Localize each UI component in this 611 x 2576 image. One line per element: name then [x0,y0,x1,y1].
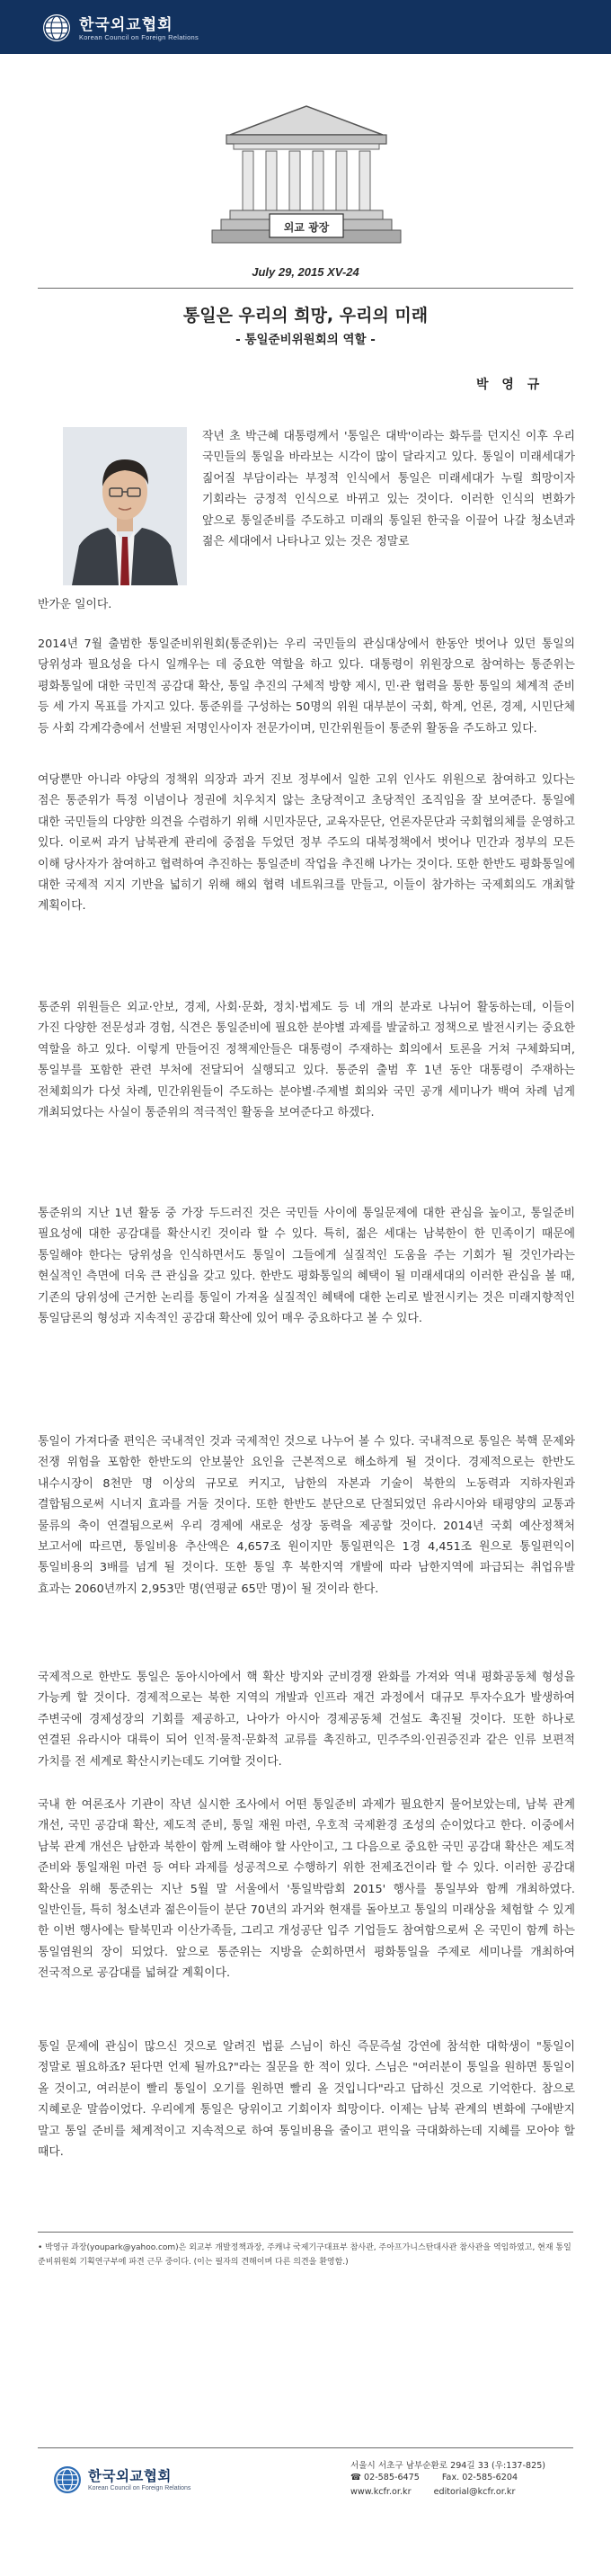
footer-website-link[interactable]: www.kcfr.or.kr [350,2487,412,2497]
author-name: 박 영 규 [476,378,545,392]
globe-logo-icon [43,14,70,41]
body-paragraph: 국제적으로 한반도 통일은 동아시아에서 핵 확산 방지와 군비경쟁 완화를 가져와 역내 평화공동체 형성을 가능케 할 것이다. 경제적으로는 북한 지역의 개발과 인프라 재건 과정에서 대규모 투자수요가 발생하여 주변국에 경제성장의 기회를 제공하고, 나아가 아시아 경제공동체 건설도 촉진될 것이다. 또한 하나로 연결된 유라시아 대륙이 되어 인적·물적·문화적 교류를 촉진하고, 민주주의·인권증진과 같은 인류 보편적 가치를 전 세계로 확산시키는데도 기여할 것이다. [38,1671,575,1769]
body-paragraph: 통일이 가져다줄 편익은 국내적인 것과 국제적인 것으로 나누어 볼 수 있다. 국내적으로 통일은 북핵 문제와 전쟁 위험을 포함한 한반도의 안보불안 요인을 근본적으로 해소하게 될 것이다. 경제적으로는 한반도 내수시장이 8천만 명 이상의 규모로 커지고, 남한의 자본과 기술이 북한의 노동력과 지하자원과 결합됨으로써 시너지 효과를 거둘 것이다. 또한 한반도 분단으로 단절되었던 유라시아와 태평양의 교통과 물류의 축이 연결됨으로써 우리 경제에 새로운 성장 동력을 제공할 것이다. 2014년 국회 예산정책처 보고서에 따르면, 통일비용 추산액은 4,657조 원이지만 통일편익은 1경 4,451조 원으로 통일편익이 통일비용의 3배를 넘게 될 것이다. 또한 통일 후 북한지역 개발에 따라 남한지역에 파급되는 취업유발 효과는 2060년까지 2,953만 명(연평균 65만 명)이 될 것이라 한다. [38,1435,575,1596]
article-title: 통일은 우리의 희망, 우리의 미래 [182,306,429,325]
body-paragraph: 통준위의 지난 1년 활동 중 가장 두드러진 것은 국민들 사이에 통일문제에 대한 관심을 높이고, 통일준비 필요성에 대한 공감대를 확산시킨 것이라 할 수 있다. 특히, 젊은 세대는 남북한이 한 민족이기 때문에 통일해야 한다는 당위성을 인식하면서도 통일이 그들에게 실질적인 도움을 주는 기회가 될 것인가라는 현실적인 측면에 더욱 큰 관심을 갖고 있다. 한반도 평화통일의 혜택이 될 미래세대의 이러한 관심을 볼 때, 기존의 당위성에 근거한 논리를 통일이 가져올 실질적인 혜택에 대한 논리로 발전시키는 것은 미래지향적인 통일담론의 형성과 지속적인 공감대 확산에 있어 매우 중요하다고 볼 수 있다. [38,1207,575,1326]
footer-email-link[interactable]: editorial@kcfr.or.kr [433,2487,516,2497]
body-paragraph: 통일 문제에 관심이 많으신 것으로 알려진 법륜 스님이 하신 즉문즉설 강연에 참석한 대학생이 "통일이 정말로 필요하죠? 된다면 언제 될까요?"라는 질문을 한 적이 있다. 스님은 "여러분이 통일을 원하면 통일이 올 것이고, 여러분이 빨리 통일이 오기를 원하면 빨리 올 것입니다"라고 답하신 것으로 기억한다. 참으로 지혜로운 말씀이었다. 우리에게 통일은 당위이고 기회이자 희망이다. 이제는 남북 관계의 변화에 구애받지 말고 통일 준비를 체계적이고 지속적으로 하여 통일비용을 줄이고 편익을 극대화하는데 지혜를 모아야 할 때다. [38,2040,575,2160]
footer-web-email [350,2487,515,2497]
emblem-label: 외교 광장 [283,221,330,234]
footer-fax: Fax. 02-585-6204 [441,2473,518,2482]
globe-logo-icon [54,2466,81,2493]
author-photo [63,427,187,585]
body-paragraph: 통준위 위원들은 외교·안보, 경제, 사회·문화, 정치·법제도 등 네 개의 분과로 나뉘어 활동하는데, 이들이 가진 다양한 전문성과 경험, 식견은 통일준비에 필요한 분야별 과제를 발굴하고 정책으로 발전시키는 중요한 역할을 하고 있다. 이렇게 만들어진 정책제안들은 대통령이 주재하는 회의에서 토론을 거쳐 구체화되며, 통일부를 포함한 관련 부처에 전달되어 실행되고 있다. 통준위 출범 후 1년 동안 대통령이 주재하는 전체회의가 다섯 차례, 민간위원들이 주도하는 분야별·주제별 회의와 국민 공개 세미나가 백여 차례 넘게 개최되었다는 사실이 통준위의 적극적인 활동을 보여준다고 하겠다. [38,1001,575,1120]
issue-date: July 29, 2015 XV-24 [252,265,359,279]
footer-org-name-en: Korean Council on Foreign Relations [88,2485,191,2491]
footer-divider [38,2447,573,2448]
divider [38,2232,573,2233]
author-footnote: • 박영규 과장(youpark@yahoo.com)은 외교부 개발정책과장, 주캐냐 국제기구대표부 참사관, 주아프가니스탄대사관 참사관을 역임하였고, 현재 통일준비위원회 기획연구부에 파견 근무 중이다. (이는 필자의 견해이며 다른 의견을 환영함.) [38,2243,571,2267]
divider [38,288,573,289]
footer-org-name-ko: 한국외교협회 [88,2468,172,2484]
body-paragraph: 여당뿐만 아니라 야당의 정책위 의장과 과거 진보 정부에서 일한 고위 인사도 위원으로 참여하고 있다는 점은 통준위가 특정 이념이나 정권에 치우치지 않는 초당적이고 초당적인 조직임을 잘 보여준다. 통일에 대한 국민들의 다양한 의견을 수렴하기 위해 시민자문단, 교육자문단, 언론자문단과 국회협의체를 운영하고 있다. 이로써 과거 남북관계 관리에 중점을 두었던 정부 주도의 대북정책에서 벗어나 민간과 정부의 모든 이해 당사자가 참여하고 협력하여 추진하는 통일준비 작업을 추진해 나가는 것이다. 또한 한반도 평화통일에 대한 국제적 지지 기반을 넓히기 위해 해외 협력 네트워크를 만들고, 이들이 참가하는 국제회의도 개최할 계획이다. [38,773,575,914]
footer-address: 서울시 서초구 남부순환로 294길 33 (우:137-825) [350,2461,546,2471]
org-name-ko: 한국외교협회 [79,16,173,34]
footer-phone: ☎ 02-585-6475 [350,2473,420,2482]
header-bar [0,0,611,54]
footer-phone-fax [350,2473,518,2482]
body-paragraph: 2014년 7월 출범한 통일준비위원회(통준위)는 우리 국민들의 관심대상에서 한동안 벗어나 있던 통일의 당위성과 필요성을 다시 일깨우는 데 중요한 역할을 하고 있다. 대통령이 위원장으로 참여하는 통준위는 평화통일에 대한 국민적 공감대 확산, 통일 추진의 구체적 방향 제시, 민·관 협력을 통한 통일의 체계적 준비 등 세 가지 목표를 가지고 있다. 통준위를 구성하는 50명의 위원 대부분이 국회, 학계, 언론, 경제, 시민단체 등 사회 각계각층에서 선발된 저명인사이자 전문가이며, 민간위원들이 통준위 활동을 주도하고 있다. [38,637,575,735]
lead-paragraph-tail: 반가운 일이다. [38,598,112,611]
article-subtitle: - 통일준비위원회의 역할 - [235,333,376,347]
body-paragraph: 국내 한 여론조사 기관이 작년 실시한 조사에서 어떤 통일준비 과제가 필요한지 물어보았는데, 남북 관계 개선, 국민 공감대 확산, 제도적 준비, 통일 재원 마련, 우호적 국제환경 조성의 순이었다고 한다. 이중에서 남북 관계 개선은 남한과 북한이 함께 노력해야 할 사안이고, 그 다음으로 중요한 국민 공감대 확산은 제도적 준비와 통일재원 마련 등 여타 과제를 성공적으로 수행하기 위한 전제조건이라 할 수 있다. 이러한 공감대 확산을 위해 통준위는 지난 5월 말 서울에서 '통일박람회 2015' 행사를 통일부와 함께 개최하였다. 일반인들, 특히 청소년과 젊은이들이 분단 70년의 과거와 현재를 돌아보고 통일의 미래상을 체험할 수 있게 한 이번 행사에는 탈북민과 이산가족들, 그리고 개성공단 입주 기업들도 참여함으로써 온 국민이 함께 하는 통일염원의 장이 되었다. 앞으로 통준위는 지방을 순회하면서 평화통일을 주제로 세미나를 개최하여 전국적으로 공감대를 넓혀갈 계획이다. [38,1798,575,1981]
lead-paragraph: 작년 초 박근혜 대통령께서 '통일은 대박'이라는 화두를 던지신 이후 우리 국민들의 통일을 바라보는 시각이 많이 달라지고 있다. 통일이 미래세대가 짊어질 부담이라는 부정적 인식에서 통일은 미래세대가 누릴 희망이자 기회라는 긍정적 인식으로 바뀌고 있는 것이다. 이러한 인식의 변화가 앞으로 통일준비를 주도하고 미래의 통일된 한국을 이끌어 나갈 청소년과 젊은 세대에서 나타나고 있는 것은 정말로 [202,430,575,549]
org-name-en: Korean Council on Foreign Relations [79,33,199,41]
